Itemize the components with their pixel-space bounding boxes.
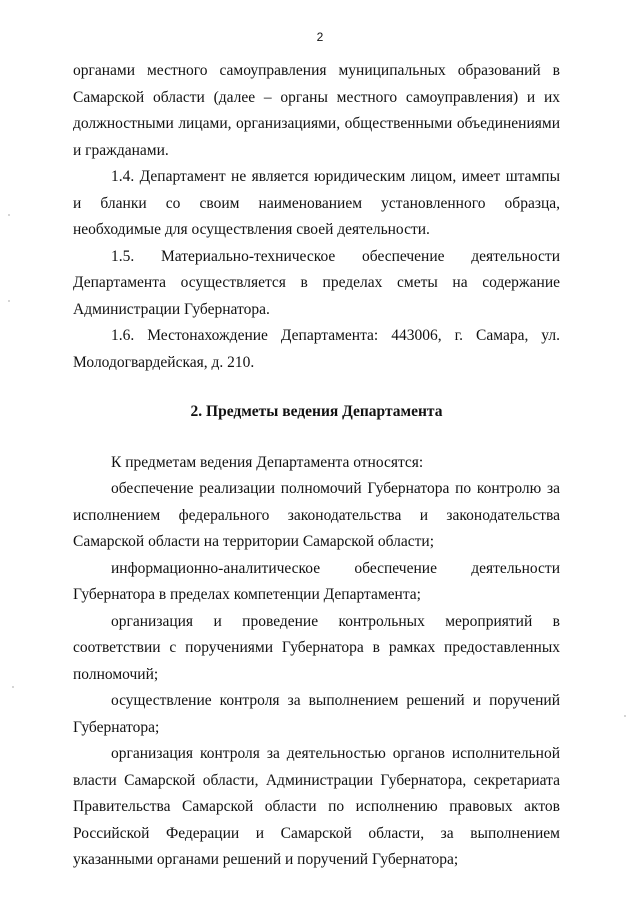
section-2-lead: К предметам ведения Департамента относятся: xyxy=(111,453,424,471)
section-2-item: организация и проведение контрольных мероприятий в соответствии с поручениями Губернатора в рамках предоставленных полномочий; xyxy=(73,612,560,683)
section-2-item: осуществление контроля за выполнением решений и поручений Губернатора; xyxy=(73,692,560,736)
page-number: 2 xyxy=(316,30,324,44)
paragraph-intro-continuation: органами местного самоуправления муниципальных образований в Самарской области (далее – органы местного самоуправления) и их должностными лицами, организациями, общественными объединениями и гражданами. xyxy=(73,62,560,159)
section-2-item: обеспечение реализации полномочий Губернатора по контролю за исполнением федерального законодательства и законодательства Самарской области на территории Самарской области; xyxy=(73,480,560,550)
scan-dot xyxy=(12,686,14,688)
section-2-item: информационно-аналитическое обеспечение деятельности Губернатора в пределах компетенции Департамента; xyxy=(73,559,560,603)
scan-dot xyxy=(8,300,10,302)
paragraph-1-6: 1.6. Местонахождение Департамента: 443006, г. Самара, ул. Молодогвардейская, д. 210. xyxy=(73,327,560,371)
scan-dot xyxy=(624,715,626,717)
paragraph-1-4: 1.4. Департамент не является юридическим лицом, имеет штампы и бланки со своим наименованием установленного образца, необходимые для осуществления своей деятельности. xyxy=(73,168,560,238)
paragraph-1-5: 1.5. Материально-техническое обеспечение деятельности Департамента осуществляется в пределах сметы на содержание Администрации Губернатора. xyxy=(73,247,560,318)
section-2-heading: 2. Предметы ведения Департамента xyxy=(190,403,443,420)
document-body xyxy=(73,58,560,874)
scan-dot xyxy=(8,214,10,216)
section-2-item: организация контроля за деятельностью органов исполнительной власти Самарской области, Администрации Губернатора, секретариата Правительства Самарской области по исполнению правовых актов Российской Федерации и Самарской области, за выполнением указанными органами решений и поручений Губернатора; xyxy=(73,745,560,868)
